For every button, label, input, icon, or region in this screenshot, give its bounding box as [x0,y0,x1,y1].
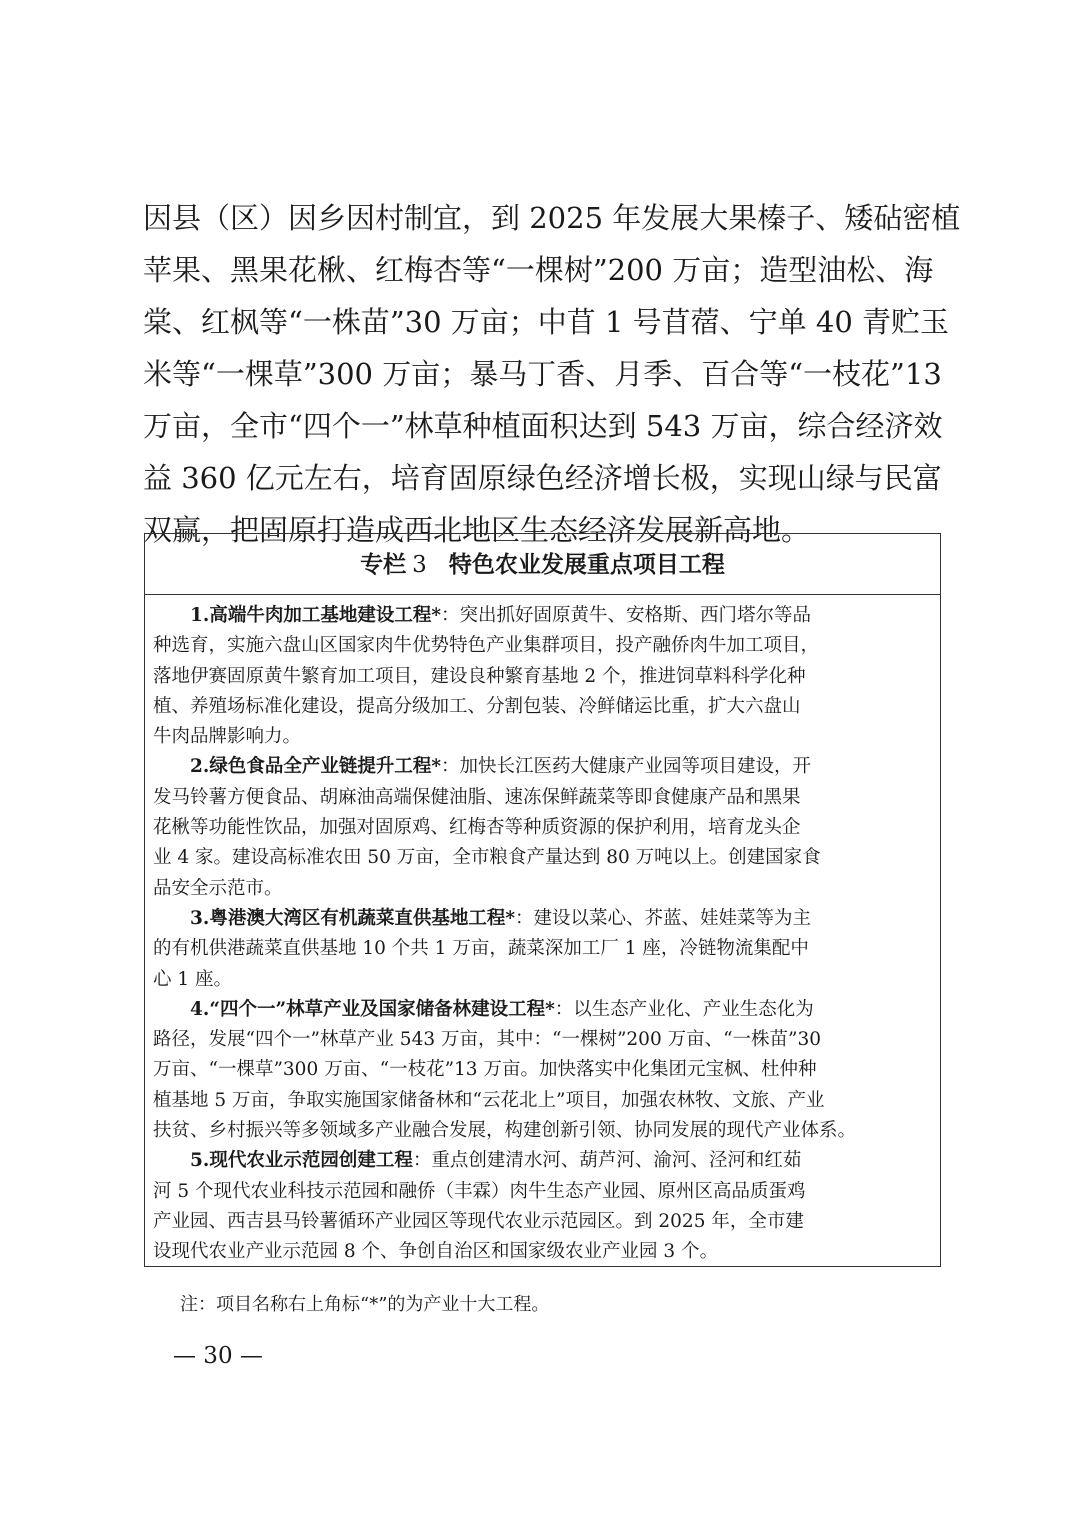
box-number: 3 [412,552,427,578]
item-first-line: 1.高端牛肉加工基地建设工程*：突出抓好固原黄牛、安格斯、西门塔尔等品 [190,605,812,626]
project-item: 2.绿色食品全产业链提升工程*：加快长江医药大健康产业园等项目建设，开 发马铃薯方便食品、胡麻油高端保健油脂、速冻保鲜蔬菜等即食健康产品和黑果 花楸等功能性饮品，加强对固原鸡、红梅杏等种质资源的保护利用，培育龙头企 业 4 家。建设高标准农田 50 万亩，全市粮食产量达到 80 万吨以上。创建国家食 品安全示范市。 [153,752,932,903]
box-body [145,595,940,1268]
feature-box [144,533,941,1267]
body-line: 因县（区）因乡因村制宜，到 2025 年发展大果榛子、矮砧密植 [143,201,961,235]
body-line: 棠、红枫等“一株苗”30 万亩；中苜 1 号苜蓿、宁单 40 青贮玉 [143,305,949,339]
item-first-line: 3.粤港澳大湾区有机蔬菜直供基地工程*：建设以菜心、芥蓝、娃娃菜等为主 [190,907,812,929]
body-line: 双赢，把固原打造成西北地区生态经济发展新高地。 [143,513,811,547]
item-title: 4.“四个一”林草产业及国家储备林建设工程* [190,998,555,1020]
body-line: 苹果、黑果花楸、红梅杏等“一棵树”200 万亩；造型油松、海 [143,253,934,287]
project-item: 1.高端牛肉加工基地建设工程*：突出抓好固原黄牛、安格斯、西门塔尔等品 种选育，实施六盘山区国家肉牛优势特色产业集群项目，投产融侨肉牛加工项目， 落地伊赛固原黄牛繁育加工项目，建设良种繁育基地 2 个，推进饲草料科学化种 植、养殖场标准化建设，提高分级加工、分割包装、冷鲜储运比重，扩大六盘山 牛肉品牌影响力。 [153,601,932,752]
item-first-line: 5.现代农业示范园创建工程：重点创建清水河、葫芦河、渝河、泾河和红茹 [190,1150,802,1172]
box-title [145,534,940,595]
page-number: — 30 — [173,1343,263,1369]
item-first-line: 4.“四个一”林草产业及国家储备林建设工程*：以生态产业化、产业生态化为 [190,998,814,1020]
item-title: 1.高端牛肉加工基地建设工程* [190,605,441,626]
box-heading: 特色农业发展重点项目工程 [448,552,725,578]
item-title: 5.现代农业示范园创建工程 [190,1150,413,1172]
body-line: 益 360 亿元左右，培育固原绿色经济增长极，实现山绿与民富 [143,461,942,495]
project-item: 3.粤港澳大湾区有机蔬菜直供基地工程*：建设以菜心、芥蓝、娃娃菜等为主 的有机供港蔬菜直供基地 10 个共 1 万亩，蔬菜深加工厂 1 座，冷链物流集配中 心 1 座。 [153,904,932,995]
item-first-line: 2.绿色食品全产业链提升工程*：加快长江医药大健康产业园等项目建设，开 [190,756,812,778]
project-item: 4.“四个一”林草产业及国家储备林建设工程*：以生态产业化、产业生态化为 路径，发展“四个一”林草产业 543 万亩，其中：“一棵树”200 万亩、“一株苗”30 万亩、“一棵草”300 万亩、“一枝花”13 万亩。加快落实中化集团元宝枫、杜仲种 植基地 5 万亩，争取实施国家储备林和“云花北上”项目，加强农林牧、文旅、产业 扶贫、乡村振兴等多领域多产业融合发展，构建创新引领、协同发展的现代产业体系。 [153,995,932,1146]
body-line: 万亩，全市“四个一”林草种植面积达到 543 万亩，综合经济效 [143,409,943,443]
item-title: 2.绿色食品全产业链提升工程* [190,756,441,778]
box-label: 专栏 [360,552,407,578]
footnote: 注：项目名称右上角标“*”的为产业十大工程。 [180,1294,550,1315]
body-line: 米等“一棵草”300 万亩；暴马丁香、月季、百合等“一枝花”13 [143,357,942,391]
project-item: 5.现代农业示范园创建工程：重点创建清水河、葫芦河、渝河、泾河和红茹 河 5 个现代农业科技示范园和融侨（丰霖）肉牛生态产业园、原州区高品质蛋鸡 产业园、西吉县马铃薯循环产业园区等现代农业示范园区。到 2025 年，全市建 设现代农业产业示范园 8 个、争创自治区和国家级农业产业园 3 个。 [153,1146,932,1267]
body-paragraph [143,192,961,556]
item-title: 3.粤港澳大湾区有机蔬菜直供基地工程* [190,907,515,929]
